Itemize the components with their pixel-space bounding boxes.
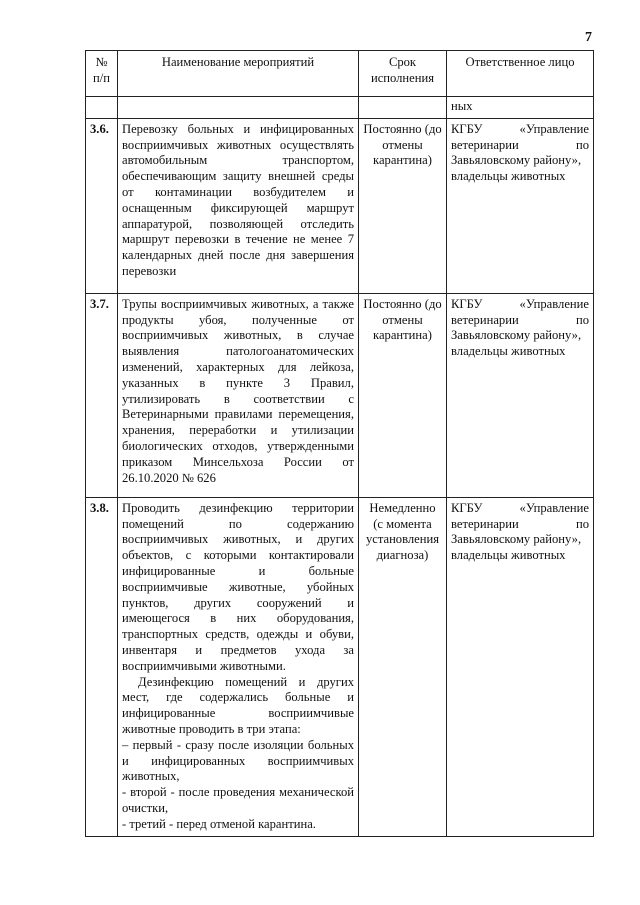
responsible-owners: владельцы животных [451,344,566,359]
row-action [118,497,359,836]
responsible-org: КГБУ «Управление ветеринарии по Завьяловскому району», [451,500,589,547]
table-row [86,293,594,497]
action-paragraph: Дезинфекцию помещений и других мест, где содержались больные и инфицированные восприимчивые животные проводить в три этапа: [122,674,354,736]
page-number: 7 [585,30,592,45]
row-responsible [447,293,594,497]
continuation-num [86,97,118,119]
action-stage-3: - третий - перед отменой карантина. [122,816,316,831]
action-paragraph: Проводить дезинфекцию территории помещений по содержанию восприимчивых животных, и других объектов, с которыми контактировали инфицированные и больные восприимчивые животные, убойных пунктов, других сооружений и имеющегося в них оборудования, транспортных средств, одежды и обуви, инвентаря и предметов ухода за восприимчивыми животными. [122,500,354,673]
table-row [86,497,594,836]
header-term: Срок исполнения [359,51,447,97]
row-number: 3.8. [86,497,118,836]
continuation-row [86,97,594,119]
row-number: 3.7. [86,293,118,497]
row-number: 3.6. [86,118,118,293]
action-stage-1: – первый - сразу после изоляции больных и инфицированных восприимчивых животных, [122,737,354,784]
row-term: Постоянно (до отмены карантина) [359,293,447,497]
header-action: Наименование мероприятий [118,51,359,97]
action-paragraph: Трупы восприимчивых животных, а также продукты убоя, полученные от восприимчивых животных, в случае выявления патологоанатомических изменений, характерных для лейкоза, указанных в пункте 3 Правил, утилизировать в соответствии с Ветеринарными правилами перемещения, хранения, переработки и утилизации биологических отходов, утвержденными приказом Минсельхоза России от 26.10.2020 № 626 [122,296,354,485]
responsible-owners: владельцы животных [451,169,566,184]
responsible-org: КГБУ «Управление ветеринарии по Завьяловскому району», [451,296,589,343]
continuation-responsible: ных [447,97,594,119]
continuation-term [359,97,447,119]
action-stage-2: - второй - после проведения механической очистки, [122,785,354,815]
row-term: Немедленно (с момента установления диагноза) [359,497,447,836]
row-term: Постоянно (до отмены карантина) [359,118,447,293]
table-header-row [86,51,594,97]
header-num: № п/п [86,51,118,97]
measures-table [85,50,594,837]
table-row [86,118,594,293]
continuation-action [118,97,359,119]
header-responsible: Ответственное лицо [447,51,594,97]
row-action [118,118,359,293]
row-action [118,293,359,497]
action-paragraph: Перевозку больных и инфицированных восприимчивых животных осуществлять автомобильным транспортом, обеспечивающим защиту внешней среды от контаминации возбудителем и оснащенным фиксирующей маршрут аппаратурой, позволяющей отследить маршрут перевозки в течение не менее 7 календарных дней после дня завершения перевозки [122,121,354,278]
row-responsible [447,497,594,836]
responsible-org: КГБУ «Управление ветеринарии по Завьяловскому району», [451,121,589,168]
row-responsible [447,118,594,293]
responsible-owners: владельцы животных [451,548,566,563]
